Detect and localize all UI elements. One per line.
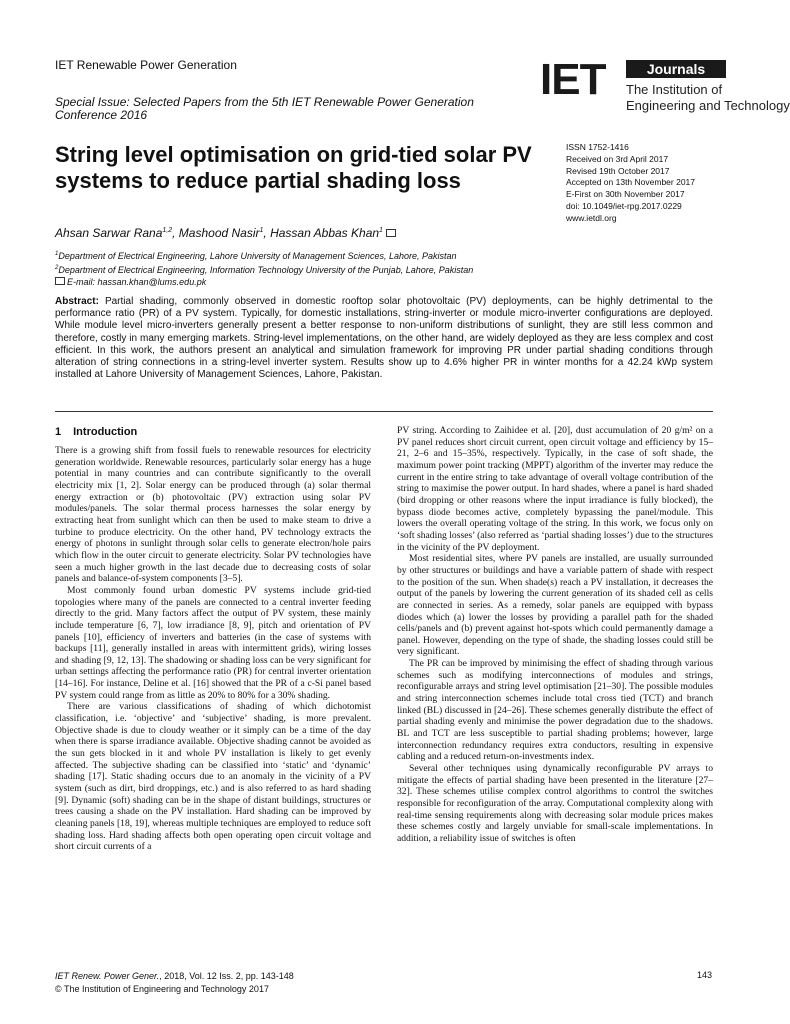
affiliation-text: Department of Electrical Engineering, Lahore University of Management Sciences, Lahore, Pakistan bbox=[58, 251, 457, 261]
body-paragraph: The PR can be improved by minimising the effect of shading through various schemes such as modifying interconnections of modules and strings, reconfigurable arrays and string level optimisation [21–30]. The possible modules and string interconnection schemes include total cross tied (TCT) and branch linked (BL) discussed in [24–26]. These schemes generally distribute the effect of partial shading evenly and minimise the power degradation due to the shadows. BL and TCT are less susceptible to partial shading problems; however, large interconnection redundancy requires extra conductors, resulting in expensive cabling and a reduced return-on-investments index. bbox=[397, 658, 713, 763]
special-issue-note: Special Issue: Selected Papers from the 5th IET Renewable Power Generation Conference 2016 bbox=[55, 95, 474, 122]
abstract-label: Abstract: bbox=[55, 296, 99, 307]
received-date: Received on 3rd April 2017 bbox=[566, 153, 669, 164]
ietdl-link[interactable]: www.ietdl.org bbox=[566, 212, 617, 223]
copyright-notice: © The Institution of Engineering and Technology 2017 bbox=[55, 984, 269, 994]
envelope-icon bbox=[55, 277, 65, 285]
issn: ISSN 1752-1416 bbox=[566, 142, 629, 152]
email-address[interactable]: E-mail: hassan.khan@lums.edu.pk bbox=[67, 277, 207, 287]
affiliation-mark: 1 bbox=[55, 251, 59, 257]
email-line bbox=[55, 276, 675, 288]
institution-name-line1: The Institution of bbox=[626, 82, 723, 97]
footer-citation bbox=[55, 970, 294, 996]
author-name: Mashood Nasir bbox=[178, 226, 260, 240]
doi-link[interactable]: doi: 10.1049/iet-rpg.2017.0229 bbox=[566, 200, 682, 211]
iet-journals-logo bbox=[540, 55, 790, 120]
left-column bbox=[55, 445, 371, 955]
body-paragraph: PV string. According to Zaihidee et al. [20], dust accumulation of 20 g/m² on a PV panel reduces short circuit current, open circuit voltage and efficiency by 15–21, 2–6 and 15–35%, respectively. Typically, in the case of soft shade, the maximum power point tracking (MPPT) algorithm of the inverter may reduce the current in the entire string to take advantage of overall voltage contribution of the string to maximise the power output. In hard shades, where a panel is hard shaded (bird dropping or other reasons where the input irradiance is fully blocked), the bypass diode becomes active, completely bypassing the panel/module. This lowers the overall operating voltage of the string. In this work, we focus only on ‘soft shading losses’ (also referred as ‘partial shading losses’) due to the structures in the vicinity of the PV deployment. bbox=[397, 425, 713, 553]
author-name: Hassan Abbas Khan bbox=[270, 226, 380, 240]
abstract-text: Partial shading, commonly observed in domestic rooftop solar photovoltaic (PV) deployments, can be highly detrimental to the performance ratio (PR) of a PV system. Typically, for domestic installations, string-inverter or module micro-inverter configurations are deployed. While module level micro-inverters generally present a better response to non-uniform distributions of sunlight, they are still less common and therefore, costly in many emerging markets. String-level implementations, on the other hand, are widely deployed as they are less complex and cost efficient. In this work, the authors present an analytical and simulation framework for improving PR under partial shading conditions through alteration of string connections in a string-level inverter system. Results show up to 4.6% higher PR in winter months for a 42.24 kWp system installed at Lahore University of Management Sciences, Lahore, Pakistan. bbox=[55, 296, 713, 381]
body-paragraph: There are various classifications of shading of which dichotomist classification, i.e. ‘objective’ and ‘subjective’ shading, is more prevalent. Objective shade is due to cloudy weather or it simply can be a time of the day when there is sparse irradiance available. Objective shading cannot be avoided as the sun gets blocked in it and whole PV installation is likely to get evenly affected. The subjective shading can be classified into ‘static’ and ‘dynamic’ shading [17]. Static shading occurs due to an anomaly in the vicinity of a PV system (such as dirt, bird droppings, etc.) and is also referred to as hard shading [9]. Dynamic (soft) shading can be in the shape of distant buildings, structures or trees causing a shade on the PV installation. Hard shading can be improved by cleaning panels [18, 19], whereas multiple techniques are employed to reduce soft shading loss. Hard shading affects both open operating open circuit voltage and short circuit currents of a bbox=[55, 701, 371, 853]
author-affiliation-mark: 1 bbox=[379, 227, 383, 234]
affiliation-line bbox=[55, 262, 675, 276]
affiliation-line bbox=[55, 248, 675, 262]
page-number: 143 bbox=[697, 970, 713, 980]
section-divider bbox=[55, 411, 713, 412]
right-column bbox=[397, 425, 713, 955]
revised-date: Revised 19th October 2017 bbox=[566, 165, 670, 176]
affiliation-text: Department of Electrical Engineering, Information Technology University of the Punjab, Lahore, Pakistan bbox=[58, 265, 474, 275]
iet-logo-mark: IET bbox=[540, 55, 606, 104]
section-heading bbox=[55, 426, 137, 438]
affiliations bbox=[55, 248, 675, 288]
efirst-date: E-First on 30th November 2017 bbox=[566, 189, 685, 200]
institution-name-line2: Engineering and Technology bbox=[626, 98, 790, 113]
citation-journal: IET Renew. Power Gener. bbox=[55, 971, 160, 981]
article-title: String level optimisation on grid-tied solar PV systems to reduce partial shading loss bbox=[55, 142, 532, 193]
author-list bbox=[55, 226, 396, 240]
section-number: 1 bbox=[55, 426, 62, 438]
corresponding-author-envelope-icon bbox=[386, 229, 396, 237]
author-affiliation-mark: 1,2 bbox=[162, 227, 173, 234]
body-paragraph: Most commonly found urban domestic PV systems include grid-tied topologies where many of the panels are connected to a central inverter feeding directly to the grid. Many factors affect the output of PV system, these mainly include temperature [6, 7], low irradiance [8, 9], pitch and orientation of PV panels [10], efficiency of inverters and batteries (in the case of systems with backups [11], generally installed in areas with intermittent grids), wiring losses and shading [9, 12, 13]. The shadowing or shading loss can be very significant for urban settings affecting the performance ratio (PR) for central inverter orientation [14–16]. For instance, Deline et al. [16] showed that the PR of a c-Si panel based PV system could range from as little as 20% to 80% for a 30% shading. bbox=[55, 584, 371, 701]
body-paragraph: Several other techniques using dynamically reconfigurable PV arrays to mitigate the effects of partial shading have been presented in the literature [27–32]. These schemes utilise complex control algorithms to control the switches responsible for reconfiguration of the array. Computational complexity along with real-time sensing requirements along with decreasing solar module prices makes these schemes costly and largely unviable for small-scale implementations. In addition, a reliability issue of switches is often bbox=[397, 763, 713, 844]
journals-badge: Journals bbox=[626, 60, 726, 78]
body-paragraph: Most residential sites, where PV panels are installed, are usually surrounded by other structures or buildings and have a variable pattern of shade with respect to the position of the sun. When shade(s) reach a PV installation, it decreases the output of the panels by lowering the current generation of its shaded cell as cells are connected in series. As a remedy, solar panels are equipped with bypass diodes which (a) lower the losses by providing a parallel path for the shaded cells/panels and (b) prevent against hot-spots which could permanently damage a panel. However, depending on the type of shade, the shading losses could still be very significant. bbox=[397, 553, 713, 658]
author-separator: , bbox=[263, 226, 271, 240]
journal-name: IET Renewable Power Generation bbox=[55, 58, 237, 72]
author-separator: , bbox=[172, 226, 179, 240]
author-affiliation-mark: 1 bbox=[259, 227, 264, 234]
author-name: Ahsan Sarwar Rana bbox=[55, 226, 163, 240]
article-metadata bbox=[566, 142, 746, 225]
abstract bbox=[55, 296, 713, 381]
citation-details: , 2018, Vol. 12 Iss. 2, pp. 143-148 bbox=[159, 971, 294, 981]
body-paragraph: There is a growing shift from fossil fuels to renewable resources for electricity generation worldwide. Renewable resources, particularly solar energy has a huge potential in many countries and can contribute significantly to the overall electricity mix [1, 2]. Solar energy can be produced through (a) solar thermal energy extraction or (b) photovoltaic (PV) extraction using solar PV modules/panels. The solar thermal process harnesses the solar energy by extracting heat from sunlight which can then be used to make steam to drive a turbine to produce electricity. On the other hand, PV technology extracts the energy of photons in sunlight through solar cells to generate electron/hole pairs which flow in the outer circuit to generate electricity. Solar PV technologies have seen a much higher growth in the last decade due to decreasing costs of solar panels and balance-of-system components [3–5]. bbox=[55, 445, 371, 585]
section-title: Introduction bbox=[73, 426, 138, 438]
accepted-date: Accepted on 13th November 2017 bbox=[566, 177, 696, 188]
affiliation-mark: 2 bbox=[55, 265, 59, 271]
